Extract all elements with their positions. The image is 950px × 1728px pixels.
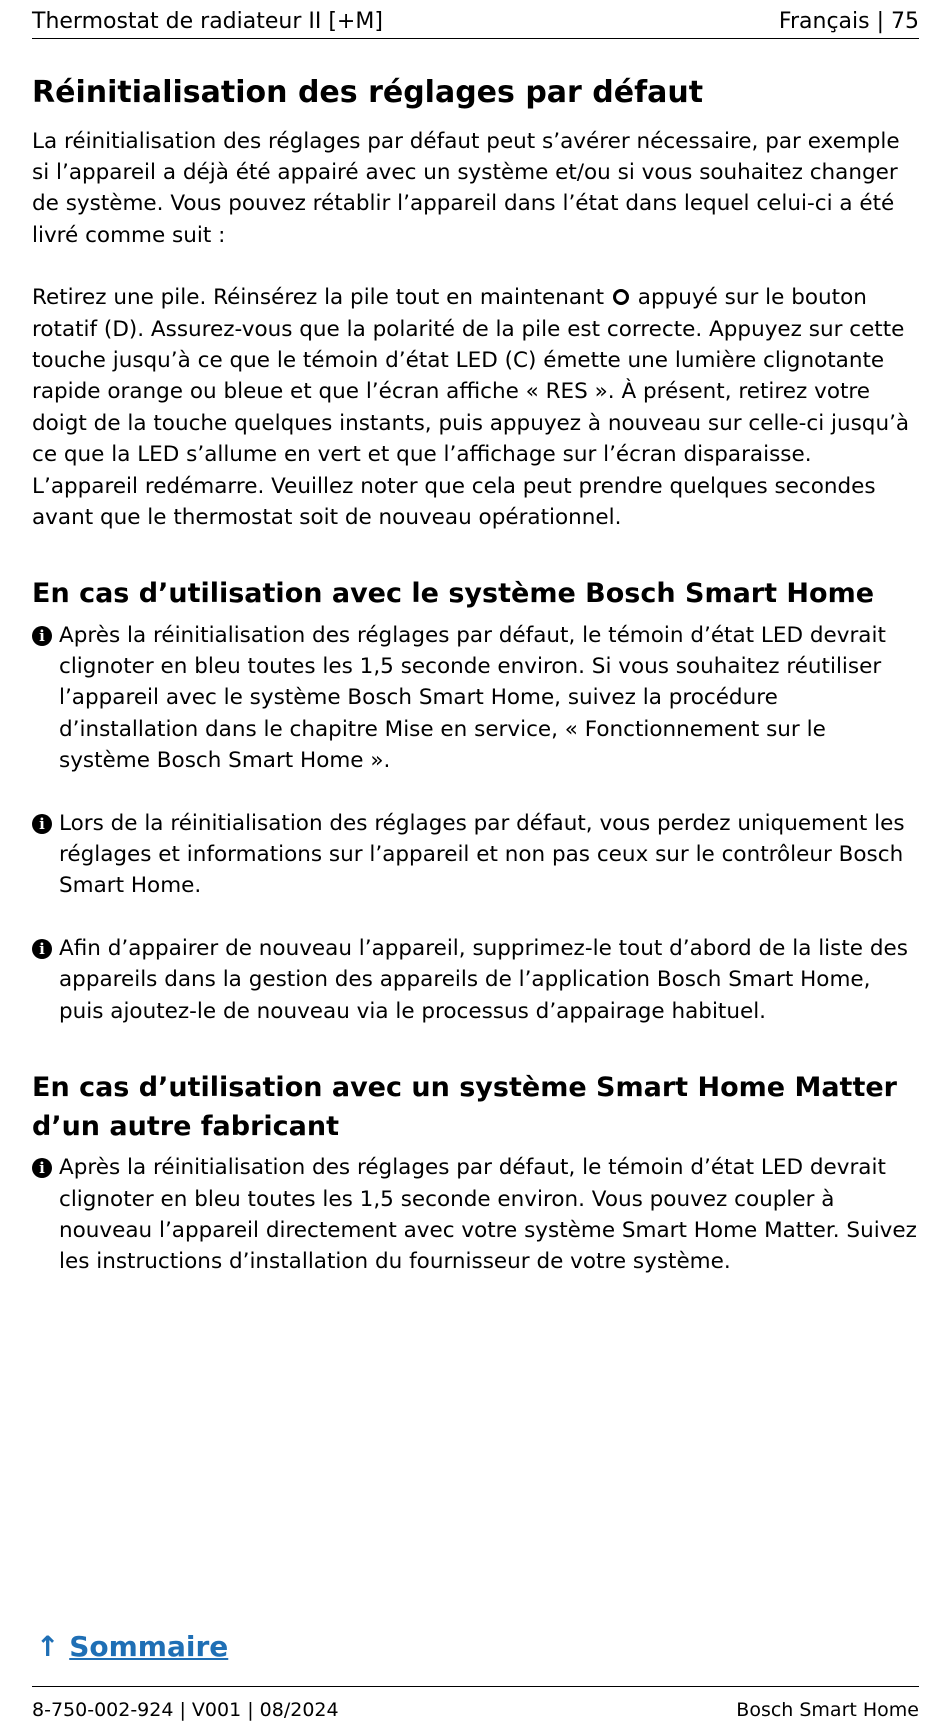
page-content (32, 74, 919, 1278)
reset-steps-end: appuyé sur le bouton rotatif (D). Assurez-vous que la polarité de la pile est correcte. Appuyez sur cette touche jusqu’à ce que le témoin d’état LED (C) émette une lumière clignotante rapide orange ou bleue et que l’écran affiche « RES ». À présent, retirez votre doigt de la touche quelques instants, puis appuyez à nouveau sur celle-ci jusqu’à ce que la LED s’allume en vert et que l’affichage sur l’écran disparaisse. L’appareil redémarre. Veuillez noter que cela peut prendre quelques secondes avant que le thermostat soit de nouveau opérationnel. (32, 285, 910, 530)
bosch-note-2 (32, 808, 919, 902)
document-page (32, 0, 919, 1728)
note-text: Après la réinitialisation des réglages par défaut, le témoin d’état LED devrait clignoter en bleu toutes les 1,5 seconde environ. Si vous souhaitez réutiliser l’appareil avec le système Bosch Smart Home, suivez la procédure d’installation dans le chapitre Mise en service, « Fonctionnement sur le système Bosch Smart Home ». (59, 622, 886, 774)
matter-note-1 (32, 1152, 919, 1278)
note-text: Lors de la réinitialisation des réglages par défaut, vous perdez uniquement les réglages et informations sur l’appareil et non pas ceux sur le contrôleur Bosch Smart Home. (59, 810, 905, 899)
section-heading-bosch: En cas d’utilisation avec le système Bosch Smart Home (32, 578, 875, 610)
info-icon: i (32, 1158, 52, 1178)
footer-brand: Bosch Smart Home (736, 1699, 919, 1721)
page-footer (32, 1686, 919, 1721)
sommaire-link[interactable] (36, 1630, 228, 1663)
info-icon: i (32, 814, 52, 834)
section-heading-reset: Réinitialisation des réglages par défaut (32, 75, 704, 110)
reset-steps-start: Retirez une pile. Réinsérez la pile tout en maintenant (32, 285, 605, 311)
footer-doc-ref: 8-750-002-924 | V001 | 08/2024 (32, 1699, 339, 1721)
section-heading-matter: En cas d’utilisation avec un système Smart Home Matter d’un autre fabricant (32, 1071, 897, 1143)
reset-steps-paragraph (32, 282, 919, 533)
reset-intro-paragraph: La réinitialisation des réglages par défaut peut s’avérer nécessaire, par exemple si l’appareil a déjà été appairé avec un système et/ou si vous souhaitez changer de système. Vous pouvez rétablir l’appareil dans l’état dans lequel celui-ci a été livré comme suit : (32, 128, 900, 248)
bosch-note-1 (32, 620, 919, 777)
header-title: Thermostat de radiateur II [+M] (32, 8, 383, 34)
info-icon: i (32, 626, 52, 646)
header-page-info: Français | 75 (778, 8, 919, 34)
page-header (32, 4, 919, 39)
info-icon: i (32, 939, 52, 959)
note-text: Après la réinitialisation des réglages par défaut, le témoin d’état LED devrait clignoter en bleu toutes les 1,5 seconde environ. Vous pouvez coupler à nouveau l’appareil directement avec votre système Smart Home Matter. Suivez les instructions d’installation du fournisseur de votre système. (59, 1155, 917, 1275)
sommaire-link-text[interactable]: Sommaire (69, 1630, 229, 1663)
button-ring-icon (613, 289, 629, 305)
arrow-up-icon: ↑ (36, 1630, 60, 1663)
note-text: Afin d’appairer de nouveau l’appareil, supprimez-le tout d’abord de la liste des appareils dans la gestion des appareils de l’application Bosch Smart Home, puis ajoutez-le de nouveau via le processus d’appairage habituel. (59, 935, 908, 1024)
bosch-note-3 (32, 933, 919, 1027)
